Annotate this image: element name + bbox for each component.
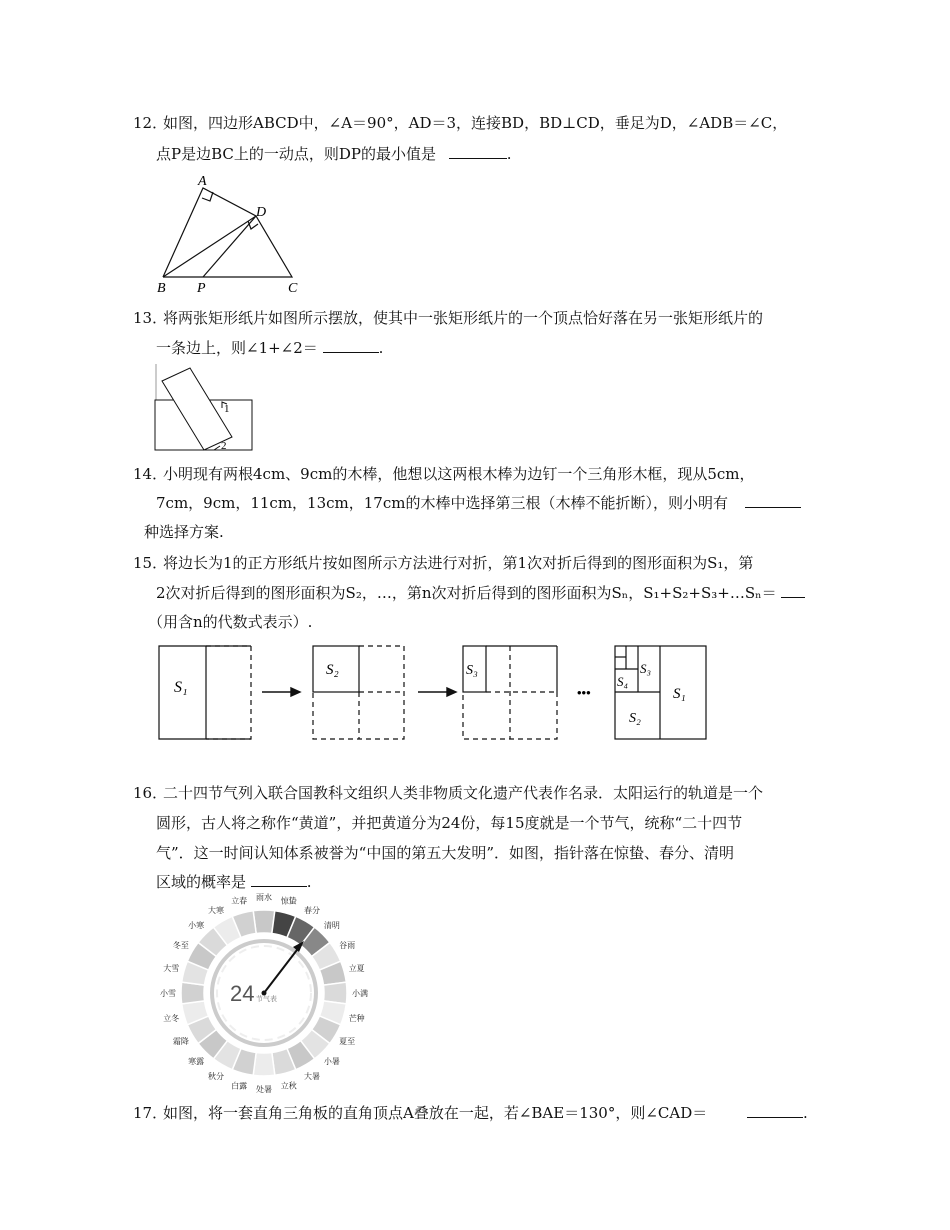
q15-number: 15． [133, 554, 168, 572]
q16-text-line4: 区域的概率是 [156, 873, 247, 891]
q12-label-P: P [197, 281, 206, 296]
solar-term-label: 大寒 [208, 905, 224, 915]
solar-term-label: 小暑 [323, 1056, 340, 1066]
q15-line3 [148, 612, 312, 632]
q13-line2: 一条边上，则∠1+∠2＝ . [156, 339, 384, 357]
q17-number: 17． [133, 1104, 168, 1122]
q12-answer-blank[interactable] [449, 144, 507, 159]
solar-term-label: 秋分 [208, 1072, 224, 1082]
solar-term-label: 大暑 [304, 1072, 320, 1082]
q15-s3-label: S₃ [466, 663, 478, 678]
q14-number: 14． [133, 465, 168, 483]
q13-angle1: 1 [224, 403, 230, 415]
q12-label-B: B [157, 281, 166, 296]
solar-term-label: 霜降 [172, 1037, 189, 1046]
q15-p4-s4-label: S₄ [617, 674, 629, 689]
q16-line2 [156, 813, 742, 833]
q12-text-line1: 如图，四边形ABCD中，∠A＝90°，AD＝3，连接BD，BD⊥CD，垂足为D，∠ADB＝∠C， [163, 114, 788, 132]
q16-number: 16． [133, 784, 168, 802]
q13-answer-blank[interactable] [323, 338, 379, 353]
q13-text-line2: 一条边上，则∠1+∠2＝ [156, 339, 318, 357]
q14-line2 [156, 493, 801, 513]
q14-text-line2: 7cm，9cm，11cm，13cm，17cm的木棒中选择第三根（木棒不能折断），则小明有 [156, 494, 728, 512]
q12-figure [150, 172, 310, 297]
q16-answer-blank[interactable] [251, 872, 307, 887]
q15-p4-s2-label: S₂ [629, 711, 641, 726]
q16-text-line3: 气”．这一时间认知体系被誉为“中国的第五大发明”．如图，指针落在惊蛰、春分、清明 [156, 844, 735, 862]
solar-term-label: 小满 [352, 989, 368, 998]
q15-text-line2: 2次对折后得到的图形面积为S₂，…，第n次对折后得到的图形面积为Sₙ，S₁+S₂+S₃+…Sₙ＝ [156, 584, 777, 602]
q12-number: 12． [133, 114, 168, 132]
solar-term-label: 夏至 [339, 1037, 356, 1046]
q16-line4: 区域的概率是 . [156, 873, 312, 891]
q15-p4-s3-label: S₃ [640, 661, 652, 676]
solar-term-label: 处暑 [256, 1085, 272, 1094]
q17-answer-blank[interactable] [747, 1103, 803, 1118]
solar-term-label: 雨水 [256, 893, 272, 902]
q13-angle2: 2 [221, 440, 227, 452]
solar-term-label: 立冬 [163, 1013, 180, 1023]
q15-s2-label: S₂ [326, 662, 339, 678]
solar-term-label: 白露 [231, 1081, 248, 1091]
q15-answer-blank[interactable] [781, 583, 805, 598]
solar-term-label: 芒种 [348, 1013, 365, 1023]
q15-ellipsis: ••• [577, 685, 591, 700]
q16-center-label: 节气表 [256, 995, 277, 1003]
solar-term-label: 春分 [304, 905, 320, 915]
solar-term-label: 立秋 [280, 1081, 297, 1091]
solar-term-label: 寒露 [188, 1056, 205, 1066]
solar-term-label: 小雪 [160, 989, 176, 998]
solar-term-label: 立夏 [348, 964, 365, 974]
q15-p4-s1-label: S₁ [673, 686, 686, 702]
q14-answer-blank[interactable] [745, 493, 801, 508]
solar-term-label: 大雪 [163, 964, 180, 974]
q16-text-line1: 二十四节气列入联合国教科文组织人类非物质文化遗产代表作名录．太阳运行的轨道是一个 [163, 784, 764, 802]
q14-line3 [144, 522, 224, 542]
q12-label-A: A [198, 174, 207, 189]
q15-text-line3: （用含n的代数式表示）. [148, 613, 313, 631]
q14-text-line3: 种选择方案. [144, 523, 224, 541]
solar-term-label: 小寒 [188, 921, 205, 931]
q15-s1-label: S₁ [174, 679, 188, 696]
solar-term-label: 谷雨 [339, 941, 356, 950]
q15-line2 [156, 583, 805, 603]
solar-term-label: 清明 [323, 921, 340, 931]
q17-text-line1: 如图，将一套直角三角板的直角顶点A叠放在一起，若∠BAE＝130°，则∠CAD＝ [163, 1104, 708, 1122]
solar-term-label: 冬至 [172, 941, 189, 950]
solar-term-label: 惊蛰 [280, 896, 297, 906]
solar-term-label: 立春 [231, 896, 248, 906]
q12-label-D: D [256, 205, 267, 220]
q12-label-C: C [288, 281, 298, 296]
q16-solar-terms-wheel [160, 893, 380, 1094]
q13-number: 13． [133, 309, 168, 327]
q15-figure [150, 640, 720, 746]
q14-text-line1: 小明现有两根4cm、9cm的木棒，他想以这两根木棒为边钉一个三角形木框，现从5cm， [163, 465, 755, 483]
q12-line2: 点P是边BC上的一动点，则DP的最小值是 . [156, 145, 512, 163]
q16-line3 [156, 843, 734, 863]
q16-text-line2: 圆形，古人将之称作“黄道”，并把黄道分为24份，每15度就是一个节气，统称“二十四节 [156, 814, 743, 832]
q13-figure [150, 362, 260, 454]
q15-text-line1: 将边长为1的正方形纸片按如图所示方法进行对折，第1次对折后得到的图形面积为S₁，第 [163, 554, 754, 572]
q16-center-number: 24 [230, 981, 255, 1006]
q13-text-line1: 将两张矩形纸片如图所示摆放，使其中一张矩形纸片的一个顶点恰好落在另一张矩形纸片的 [163, 309, 764, 327]
q12-text-line2: 点P是边BC上的一动点，则DP的最小值是 [156, 145, 436, 163]
